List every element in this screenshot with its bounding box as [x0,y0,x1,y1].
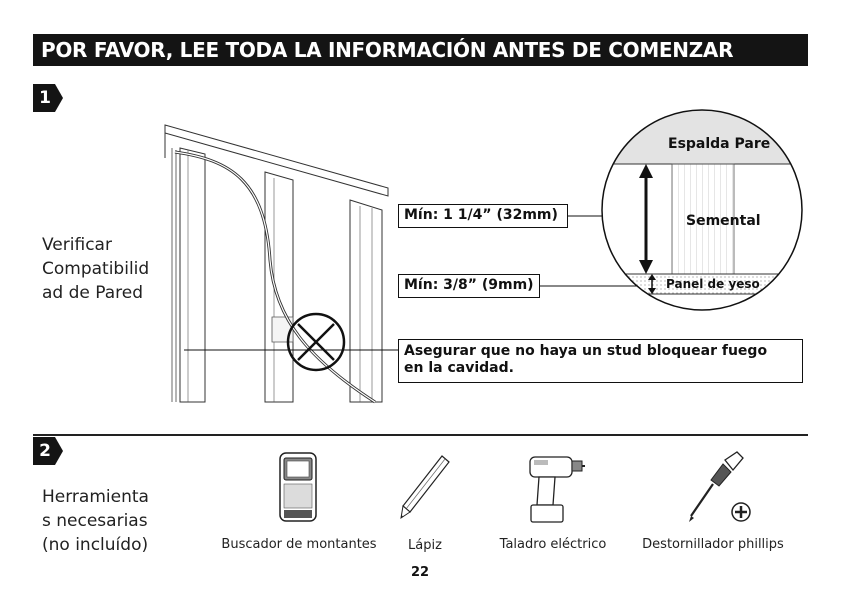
pencil-icon [398,452,454,522]
stud-finder-label: Buscador de montantes [221,537,377,552]
step-1-number: 1 [39,88,51,108]
power-drill-icon [525,450,585,526]
drywall-label: Panel de yeso [666,277,760,291]
section-divider [33,434,808,436]
fire-block-line: Asegurar que no haya un stud bloquear fuego [404,343,768,359]
step-2-label-line: s necesarias [42,511,148,531]
step-2-label-line: (no incluído) [42,535,149,555]
page-title: POR FAVOR, LEE TODA LA INFORMACIÓN ANTES DE COMENZAR [33,34,808,66]
step-2-label [42,485,149,557]
stud-finder-icon [270,450,324,524]
stud-label: Semental [686,213,761,229]
page-number: 22 [410,565,430,580]
step-1-label-line: Verificar [42,235,112,255]
phillips-screwdriver-icon [685,450,755,528]
fire-block-line: en la cavidad. [404,360,514,376]
min-drywall-callout: Mín: 3/8” (9mm) [398,274,540,298]
step-2-badge [33,437,63,465]
back-wall-label: Espalda Pare [668,136,771,152]
step-2-number: 2 [39,441,51,461]
pencil-label: Lápiz [408,538,442,553]
fire-block-callout [398,339,803,383]
step-1-label-line: ad de Pared [42,283,144,303]
step-2-label-line: Herramienta [42,487,149,507]
min-stud-depth-callout: Mín: 1 1/4” (32mm) [398,204,568,228]
step-1-label-line: Compatibilid [42,259,150,279]
screwdriver-label: Destornillador phillips [642,537,784,552]
power-drill-label: Taladro eléctrico [499,537,607,552]
